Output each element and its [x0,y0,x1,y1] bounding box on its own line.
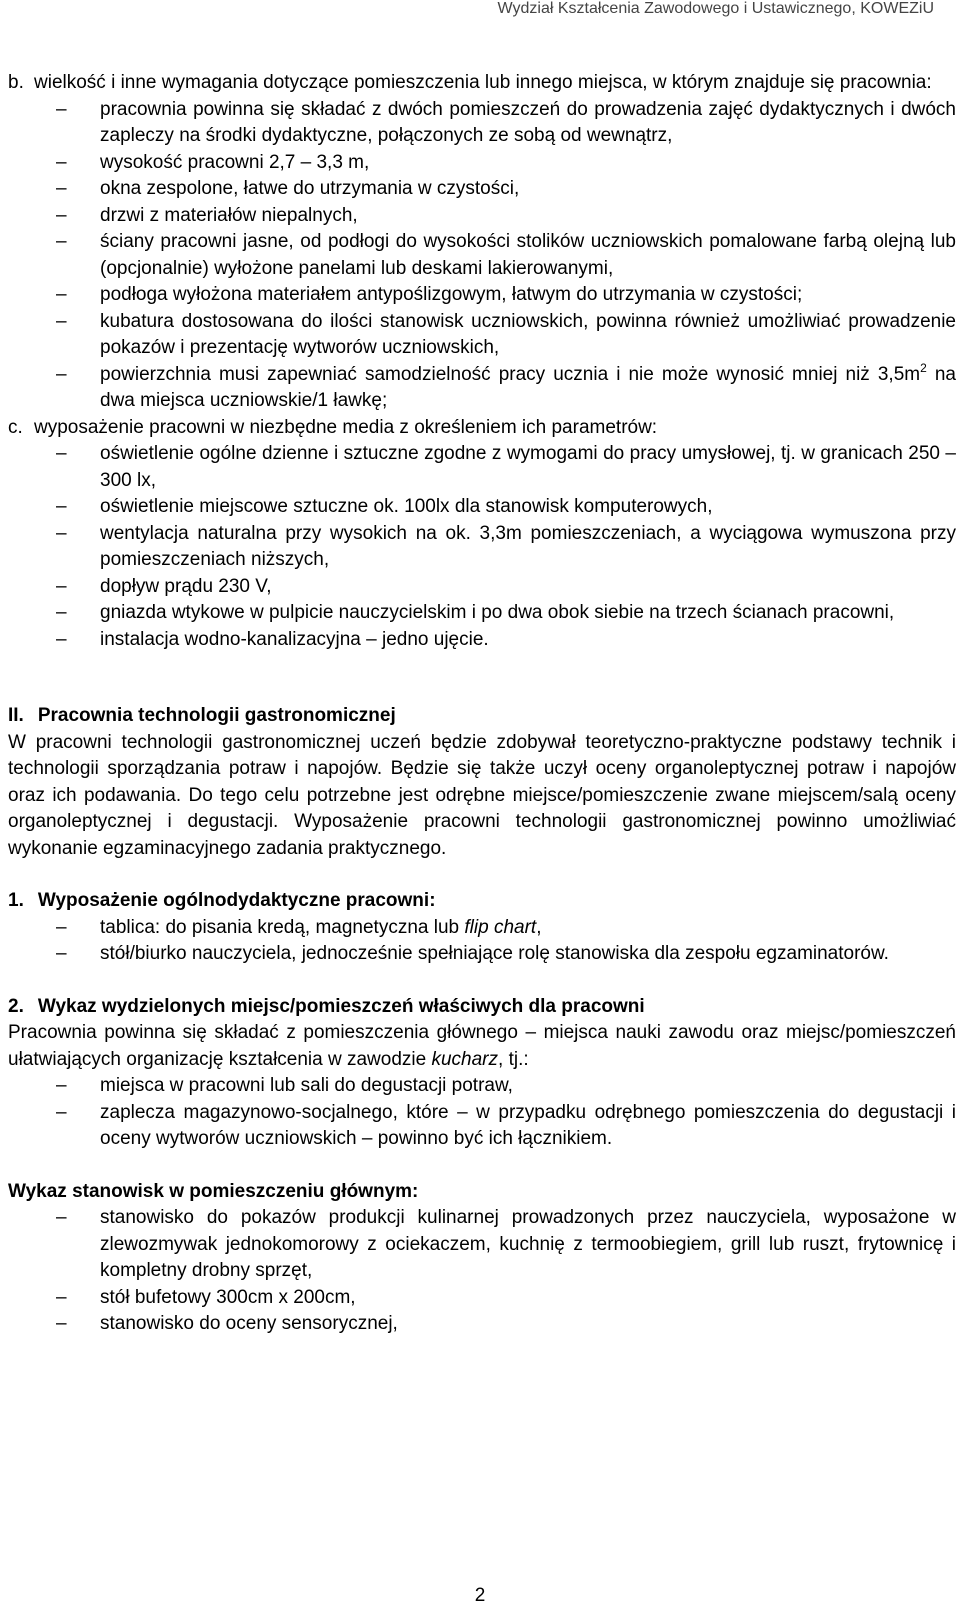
section-heading [8,703,956,730]
list-item-text: powierzchnia musi zapewniać samodzielność pracy ucznia i nie może wynosić mniej niż 3,5m [100,363,921,385]
list-item [8,362,956,415]
dash-bullet: – [56,496,67,517]
list-item-text: stanowisko do pokazów produkcji kulinarnej prowadzonych przez nauczyciela, wyposażone w zlewozmywak jednokomorowy z ociekaczem, kuchnię z termoobiegiem, grill lub ruszt, frytownicę i kompletny drobny sprzęt, [100,1207,956,1281]
italic-term: kucharz [431,1048,499,1070]
list-item [8,915,956,942]
dash-bullet: – [56,522,67,544]
list-item-text: na dwa miejsca uczniowskie/1 ławkę; [100,363,956,411]
list-item-text: pracownia powinna się składać z dwóch pomieszczeń do prowadzenia zajęć dydaktycznych i dwóch zapleczy na środki dydaktyczne, połączonych ze sobą od wewnątrz, [100,98,956,146]
list-item [8,229,956,282]
list-item-text: stanowisko do oceny sensorycznej, [100,1313,398,1334]
list-item-text: instalacja wodno-kanalizacyjna – jedno ujęcie. [100,628,489,650]
stations-heading: Wykaz stanowisk w pomieszczeniu głównym: [8,1180,419,1202]
section-b-intro: wielkość i inne wymagania dotyczące pomieszczenia lub innego miejsca, w którym znajduje się pracownia: [34,72,932,93]
equipment-list [8,915,956,968]
subsection-title: Wykaz wydzielonych miejsc/pomieszczeń właściwych dla pracowni [37,995,645,1017]
dash-bullet: – [56,1075,67,1096]
subsection-paragraph [8,1020,956,1073]
dash-bullet: – [56,178,67,199]
list-item-text: drzwi z materiałów niepalnych, [100,204,358,226]
dash-bullet: – [56,628,67,650]
list-item [8,600,956,627]
section-title: Pracownia technologii gastronomicznej [37,705,396,726]
subsection-heading [8,888,956,915]
dash-bullet: – [56,575,67,597]
list-item-text: oświetlenie miejscowe sztuczne ok. 100lx dla stanowisk komputerowych, [100,496,713,517]
superscript: 2 [920,360,927,375]
list-item-text: stół bufetowy 300cm x 200cm, [100,1286,356,1308]
list-item-text: podłoga wyłożona materiałem antypoślizgowym, łatwym do utrzymania w czystości; [100,284,803,305]
section-c [8,415,956,442]
dash-bullet: – [56,284,67,305]
dash-bullet: – [56,98,67,120]
dash-bullet: – [56,204,67,226]
list-item-text: kubatura dostosowana do ilości stanowisk uczniowskich, powinna również umożliwiać prowadzenie pokazów i prezentację wytworów uczniowskich, [100,310,956,358]
list-item [8,1205,956,1285]
dash-bullet: – [56,363,67,385]
list-item [8,176,956,203]
subsection-number: 2. [8,995,24,1017]
dash-bullet: – [56,1101,67,1123]
list-item [8,521,956,574]
list-item [8,1285,956,1312]
list-item-text: oświetlenie ogólne dzienne i sztuczne zgodne z wymogami do pracy umysłowej, tj. w granicach 250 – 300 lx, [100,443,956,491]
section-c-list [8,441,956,653]
list-item [8,97,956,150]
dash-bullet: – [56,1286,67,1308]
list-item [8,574,956,601]
dash-bullet: – [56,310,67,332]
italic-term: flip chart [464,916,537,938]
document-body [8,70,956,1338]
list-item-text: okna zespolone, łatwe do utrzymania w czystości, [100,178,520,199]
list-item [8,941,956,968]
list-item-text: , [536,916,542,938]
list-item [8,1073,956,1100]
list-item-text: wentylacja naturalna przy wysokich na ok. 3,3m pomieszczeniach, a wyciągowa wymuszona przy pomieszczeniach niższych, [100,522,956,570]
section-paragraph: W pracowni technologii gastronomicznej uczeń będzie zdobywał teoretyczno-praktyczne podstawy technik i technologii sporządzania potraw i napojów. Będzie się także uczył oceny organoleptycznej potraw i napojów oraz ich podawania. Do tego celu potrzebne jest odrębne miejsce/pomieszczenie zwane miejscem/salą oceny organoleptycznej i degustacji. Wyposażenie pracowni technologii gastronomicznej powinno umożliwiać wykonanie egzaminacyjnego zadania praktycznego. [8,731,956,859]
subsection-heading [8,994,956,1021]
list-item-text: ściany pracowni jasne, od podłogi do wysokości stolików uczniowskich pomalowane farbą olejną lub (opcjonalnie) wyłożone panelami lub deskami lakierowanymi, [100,231,956,279]
list-item [8,203,956,230]
page-header: Wydział Kształcenia Zawodowego i Ustawicznego, KOWEZiU [497,0,934,17]
list-item-text: gniazda wtykowe w pulpicie nauczycielskim i po dwa obok siebie na trzech ścianach pracowni, [100,602,895,623]
list-item-text: wysokość pracowni 2,7 – 3,3 m, [100,151,370,173]
list-item [8,1311,956,1338]
stations-list [8,1205,956,1338]
section-number: II. [8,705,24,726]
subsection-title: Wyposażenie ogólnodydaktyczne pracowni: [37,890,436,911]
section-b-mark: b. [8,72,24,93]
subsection-number: 1. [8,890,24,911]
dash-bullet: – [56,602,67,623]
rooms-list [8,1073,956,1153]
page-number: 2 [474,1585,486,1606]
list-item [8,150,956,177]
list-item [8,282,956,309]
dash-bullet: – [56,943,67,964]
list-item [8,627,956,654]
section-c-intro: wyposażenie pracowni w niezbędne media z określeniem ich parametrów: [34,416,658,438]
list-item-text: zaplecza magazynowo-socjalnego, które – w przypadku odrębnego pomieszczenia do degustacji i oceny wytworów uczniowskich – powinno być ich łącznikiem. [100,1101,956,1149]
paragraph-text: Pracownia powinna się składać z pomieszczenia głównego – miejsca nauki zawodu oraz miejsc/pomieszczeń ułatwiających organizację kształcenia w zawodzie [8,1022,956,1070]
dash-bullet: – [56,916,67,938]
list-item-text: miejsca w pracowni lub sali do degustacji potraw, [100,1075,513,1096]
list-item-text: dopływ prądu 230 V, [100,575,272,597]
paragraph-text: , tj.: [498,1048,529,1070]
list-item [8,494,956,521]
list-item [8,441,956,494]
dash-bullet: – [56,1313,67,1334]
dash-bullet: – [56,1207,67,1228]
section-b [8,70,956,97]
dash-bullet: – [56,151,67,173]
list-item [8,309,956,362]
list-item [8,1100,956,1153]
list-item-text: stół/biurko nauczyciela, jednocześnie spełniające rolę stanowiska dla zespołu egzaminatorów. [100,943,889,964]
list-item-text: tablica: do pisania kredą, magnetyczna lub [100,916,465,938]
section-b-list [8,97,956,415]
dash-bullet: – [56,231,67,252]
section-c-mark: c. [8,416,23,438]
dash-bullet: – [56,443,67,464]
